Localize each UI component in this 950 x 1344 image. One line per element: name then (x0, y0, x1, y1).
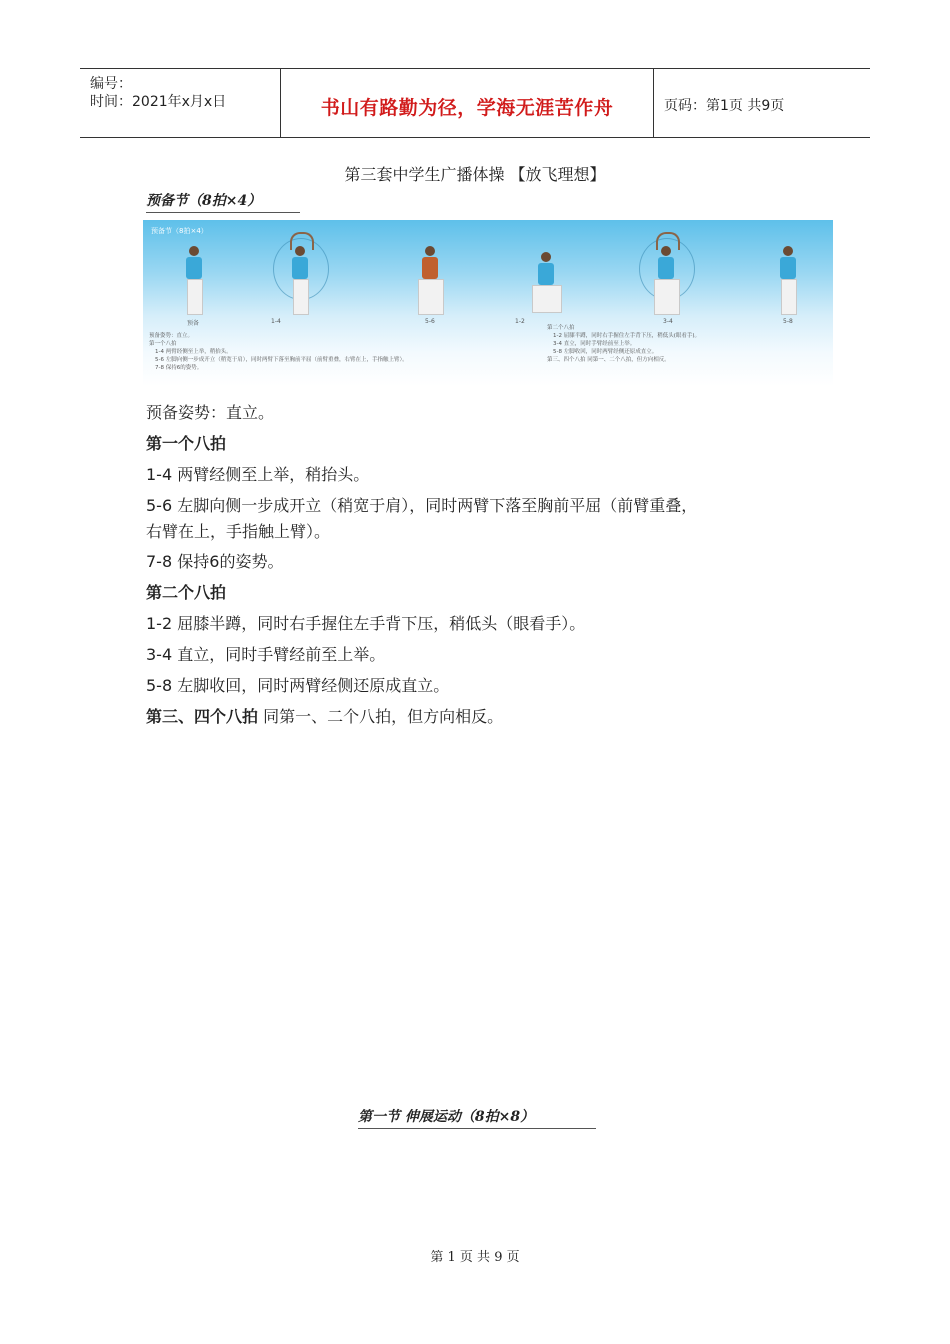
step-7-8 (146, 549, 836, 575)
figure-chest-fold (415, 246, 445, 318)
caption-5: 3-4 (663, 318, 673, 325)
step-eight-3-4 (146, 704, 836, 730)
header-table (80, 68, 870, 138)
step-num: 5-6 (146, 496, 173, 515)
step-six: 6 (209, 552, 220, 571)
step-1-2 (146, 611, 836, 637)
figure-ready (179, 246, 209, 318)
step-text: 直立，同时手臂经前至上举。 (177, 645, 386, 664)
figure-half-squat (531, 246, 561, 318)
step-text: 左脚收回，同时两臂经侧还原成直立。 (177, 676, 450, 695)
step-num: 1-4 (146, 465, 173, 484)
document-title: 第三套中学生广播体操 【放飞理想】 (344, 165, 606, 184)
panel-label: 预备节（8拍×4） (151, 227, 208, 235)
step-text: 左脚向侧一步成开立（稍宽于肩），同时两臂下落至胸前平屈（前臂重叠， (177, 496, 698, 515)
page-info: 页码：第1页 共9页 (664, 98, 785, 114)
motto: 书山有路勤为径，学海无涯苦作舟 (320, 97, 614, 119)
heading-eight-3-4: 第三、四个八拍 (146, 707, 259, 726)
panel-text-left-3: 1-4 两臂经侧至上举，稍抬头。 (155, 349, 232, 355)
panel-text-left-5: 7-8 保持6的姿势。 (155, 365, 203, 371)
heading-eight-2: 第二个八拍 (146, 583, 227, 602)
section-heading-prep: 预备节（8拍×4） (146, 190, 300, 213)
panel-text-left-2: 第一个八拍 (149, 341, 177, 347)
step-text: 保持 (177, 552, 210, 571)
step-text: 两臂经侧至上举，稍抬头。 (177, 465, 370, 484)
caption-1: 预备 (187, 320, 200, 327)
exercise-illustration (143, 220, 833, 386)
heading-eight-1: 第一个八拍 (146, 434, 227, 453)
figure-stand (773, 246, 803, 318)
panel-text-right-1: 第二个八拍 (547, 325, 575, 331)
step-num: 7-8 (146, 552, 173, 571)
step-num: 3-4 (146, 645, 173, 664)
caption-2: 1-4 (271, 318, 281, 325)
step-5-8 (146, 673, 836, 699)
caption-4: 1-2 (515, 318, 525, 325)
header-motto-cell (281, 69, 654, 137)
panel-text-left-1: 预备姿势：直立。 (149, 333, 194, 339)
panel-text-right-5: 第三、四个八拍 同第一、二个八拍，但方向相反。 (547, 357, 670, 363)
section-heading-one: 第一节 伸展运动（8拍×8） (358, 1106, 596, 1129)
code-label: 编号： (90, 76, 132, 92)
step-1-4 (146, 462, 836, 488)
panel-text-left-4: 5-6 左脚向侧一步成开立（稍宽于肩），同时两臂下落至胸前平屈（前臂重叠，右臂在上，手指触上臂）。 (155, 357, 408, 363)
panel-text-right-2: 1-2 屈膝半蹲，同时右手握住左手背下压，稍低头(眼看手)。 (553, 333, 701, 339)
step-5-6-cont: 右臂在上，手指触上臂）。 (146, 522, 331, 541)
panel-text-right-3: 3-4 直立，同时手臂经前至上举。 (553, 341, 636, 347)
step-num: 5-8 (146, 676, 173, 695)
panel-text-right-4: 5-8 左脚收回，同时两臂经侧还原成直立。 (553, 349, 658, 355)
page-footer: 第 1 页 共 9 页 (430, 1250, 520, 1265)
ready-posture: 预备姿势：直立。 (146, 403, 275, 422)
header-page-cell (654, 69, 870, 137)
figure-raise (651, 246, 681, 318)
step-3-4 (146, 642, 836, 668)
caption-3: 5-6 (425, 318, 435, 325)
caption-6: 5-8 (783, 318, 793, 325)
step-text-tail: 的姿势。 (219, 552, 284, 571)
date-line: 时间：2021年x月x日 (90, 94, 227, 110)
step-5-6 (146, 493, 836, 519)
header-meta-cell (80, 69, 281, 137)
figure-arms-up (285, 246, 315, 318)
step-text: 同第一、二个八拍，但方向相反。 (263, 707, 504, 726)
step-num: 1-2 (146, 614, 173, 633)
step-text: 屈膝半蹲，同时右手握住左手背下压，稍低头（眼看手）。 (177, 614, 586, 633)
